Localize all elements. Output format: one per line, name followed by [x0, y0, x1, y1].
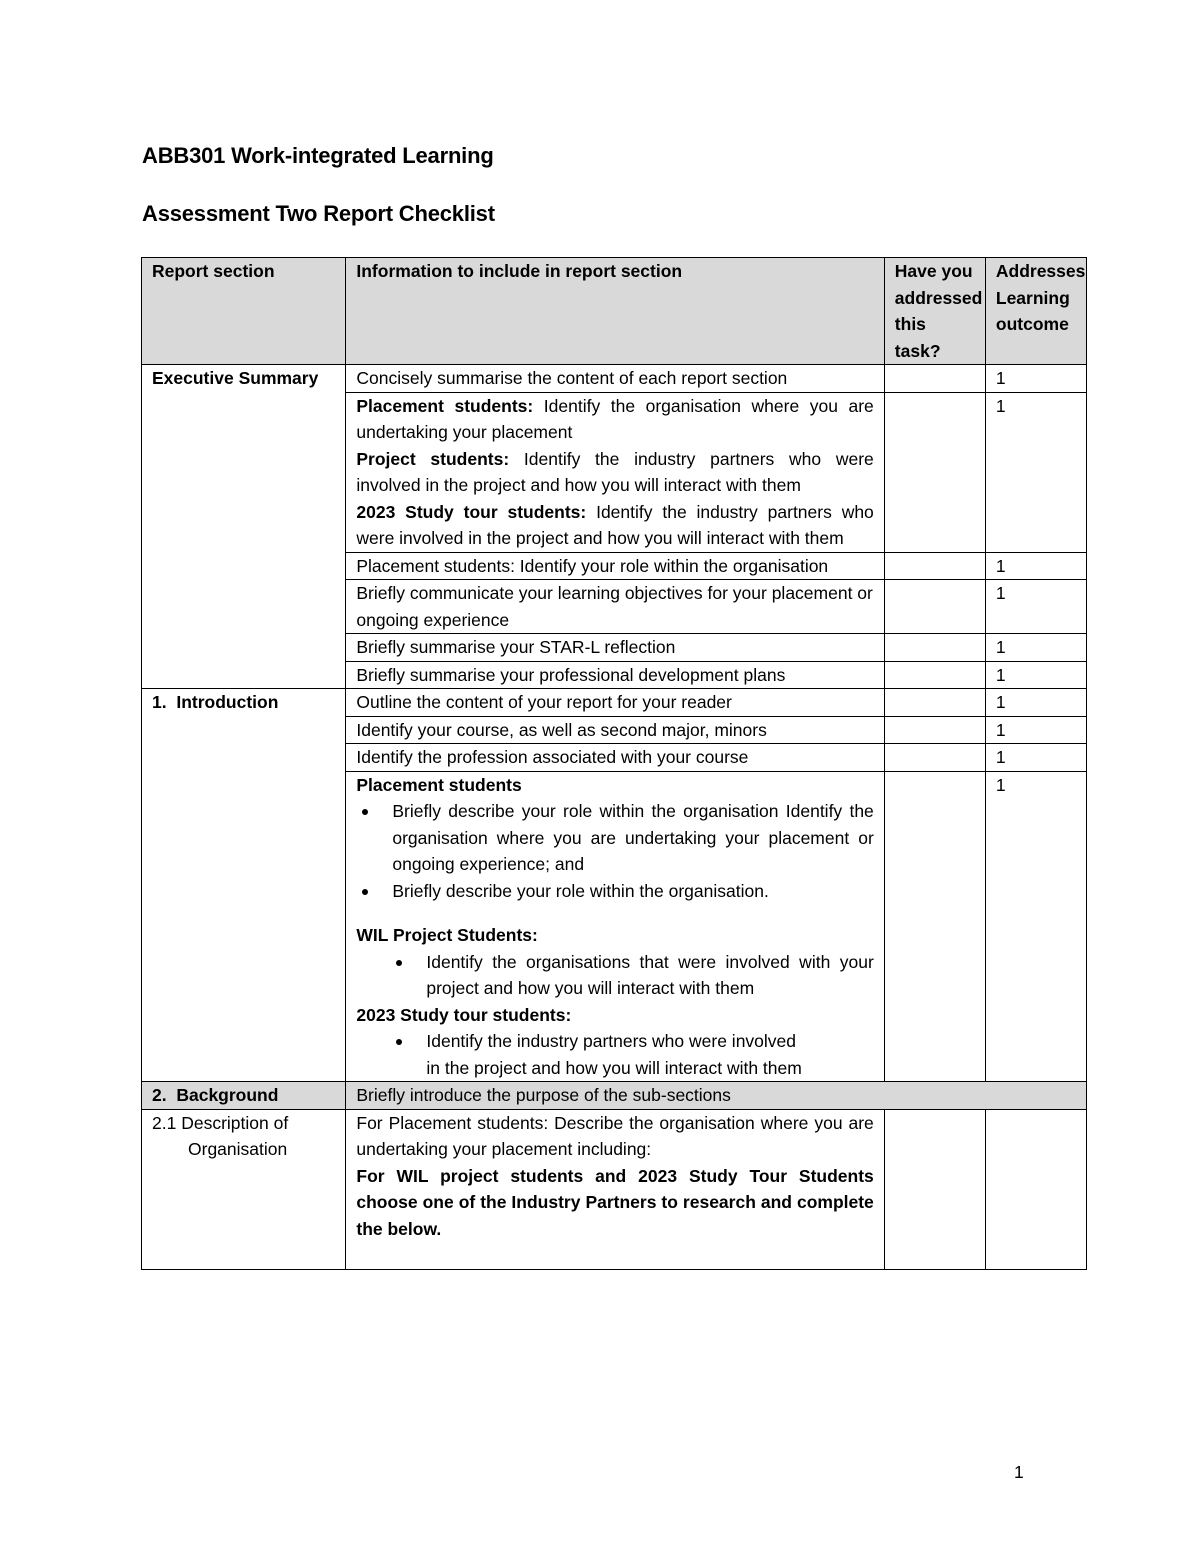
project-bullet-list: [356, 949, 873, 1002]
addressed-checkbox-cell[interactable]: [884, 392, 985, 552]
info-cell: [346, 392, 884, 552]
addressed-checkbox-cell[interactable]: [884, 634, 985, 662]
list-item: Identify the organisations that were involved with your project and how you will interact with them: [356, 949, 873, 1002]
addressed-checkbox-cell[interactable]: [884, 716, 985, 744]
header-learning-outcome: Addresses Learning outcome: [985, 258, 1086, 365]
learning-outcome-cell: 1: [985, 552, 1086, 580]
header-report-section: Report section: [142, 258, 346, 365]
addressed-checkbox-cell[interactable]: [884, 580, 985, 634]
section-description-of-organisation: [142, 1109, 346, 1269]
section-number: 1.: [152, 692, 167, 712]
learning-outcome-cell: 1: [985, 392, 1086, 552]
table-header-row: [142, 258, 1087, 365]
list-item: Briefly describe your role within the organisation.: [356, 878, 873, 905]
addressed-checkbox-cell[interactable]: [884, 689, 985, 717]
study-tour-label: 2023 Study tour students:: [356, 501, 587, 522]
learning-outcome-cell: [985, 1109, 1086, 1269]
study-tour-bullet-list: [356, 1028, 873, 1081]
study-tour-text: Identify the industry partners who were involved in the project and how you will interact with them: [356, 501, 874, 548]
learning-outcome-cell: 1: [985, 716, 1086, 744]
placement-heading: Placement students: [356, 774, 522, 795]
addressed-checkbox-cell[interactable]: [884, 1109, 985, 1269]
info-cell: Concisely summarise the content of each report section: [346, 365, 884, 393]
table-row: [142, 689, 1087, 717]
addressed-checkbox-cell[interactable]: [884, 661, 985, 689]
info-cell: [346, 771, 884, 1082]
info-cell: Briefly communicate your learning objectives for your placement or ongoing experience: [346, 580, 884, 634]
info-cell: [346, 1109, 884, 1269]
learning-outcome-cell: 1: [985, 689, 1086, 717]
project-text: Identify the industry partners who were involved in the project and how you will interact with them: [356, 448, 874, 495]
section-number: 2.: [152, 1085, 167, 1105]
learning-outcome-cell: 1: [985, 580, 1086, 634]
learning-outcome-cell: 1: [985, 634, 1086, 662]
project-heading: WIL Project Students:: [356, 925, 538, 945]
section-title: Introduction: [176, 692, 279, 712]
document-title: ABB301 Work-integrated Learning: [142, 143, 494, 168]
table-row: [142, 1082, 1087, 1110]
info-plain: For Placement students: Describe the organisation where you are undertaking your placement including:: [356, 1112, 874, 1159]
header-addressed: Have you addressed this task?: [884, 258, 985, 365]
placement-bullet-list: [356, 798, 873, 904]
info-cell: Placement students: Identify your role within the organisation: [346, 552, 884, 580]
section-number: 2.1: [152, 1112, 177, 1133]
info-cell: Briefly summarise your STAR-L reflection: [346, 634, 884, 662]
info-bold: For WIL project students and 2023 Study Tour Students choose one of the Industry Partners to research and complete the below.: [356, 1165, 874, 1239]
learning-outcome-cell: 1: [985, 744, 1086, 772]
section-title: Background: [176, 1085, 279, 1105]
table-row: [142, 365, 1087, 393]
learning-outcome-cell: 1: [985, 661, 1086, 689]
placement-text: Identify the organisation where you are undertaking your placement: [356, 395, 874, 442]
section-title-line2: Organisation: [188, 1139, 288, 1159]
table-row: [142, 1109, 1087, 1269]
placement-label: Placement students:: [356, 395, 534, 416]
info-cell: Briefly summarise your professional development plans: [346, 661, 884, 689]
addressed-checkbox-cell[interactable]: [884, 365, 985, 393]
section-executive-summary: Executive Summary: [142, 365, 346, 689]
project-label: Project students:: [356, 448, 510, 469]
list-item: Identify the industry partners who were involved in the project and how you will interact with them: [356, 1028, 803, 1081]
section-title-line1: Description of: [181, 1112, 289, 1133]
info-cell: Identify the profession associated with your course: [346, 744, 884, 772]
info-cell: Briefly introduce the purpose of the sub-sections: [346, 1082, 1087, 1110]
study-tour-heading: 2023 Study tour students:: [356, 1004, 572, 1025]
learning-outcome-cell: 1: [985, 771, 1086, 1082]
addressed-checkbox-cell[interactable]: [884, 771, 985, 1082]
addressed-checkbox-cell[interactable]: [884, 744, 985, 772]
report-checklist-table: [141, 257, 1087, 1270]
addressed-checkbox-cell[interactable]: [884, 552, 985, 580]
section-background: [142, 1082, 346, 1110]
section-introduction: [142, 689, 346, 1082]
document-subtitle: Assessment Two Report Checklist: [142, 201, 495, 226]
header-information: Information to include in report section: [346, 258, 884, 365]
page-number: 1: [1014, 1462, 1024, 1482]
list-item: Briefly describe your role within the organisation Identify the organisation where you are undertaking your placement or ongoing experience; and: [356, 798, 873, 878]
info-cell: Outline the content of your report for your reader: [346, 689, 884, 717]
learning-outcome-cell: 1: [985, 365, 1086, 393]
info-cell: Identify your course, as well as second major, minors: [346, 716, 884, 744]
